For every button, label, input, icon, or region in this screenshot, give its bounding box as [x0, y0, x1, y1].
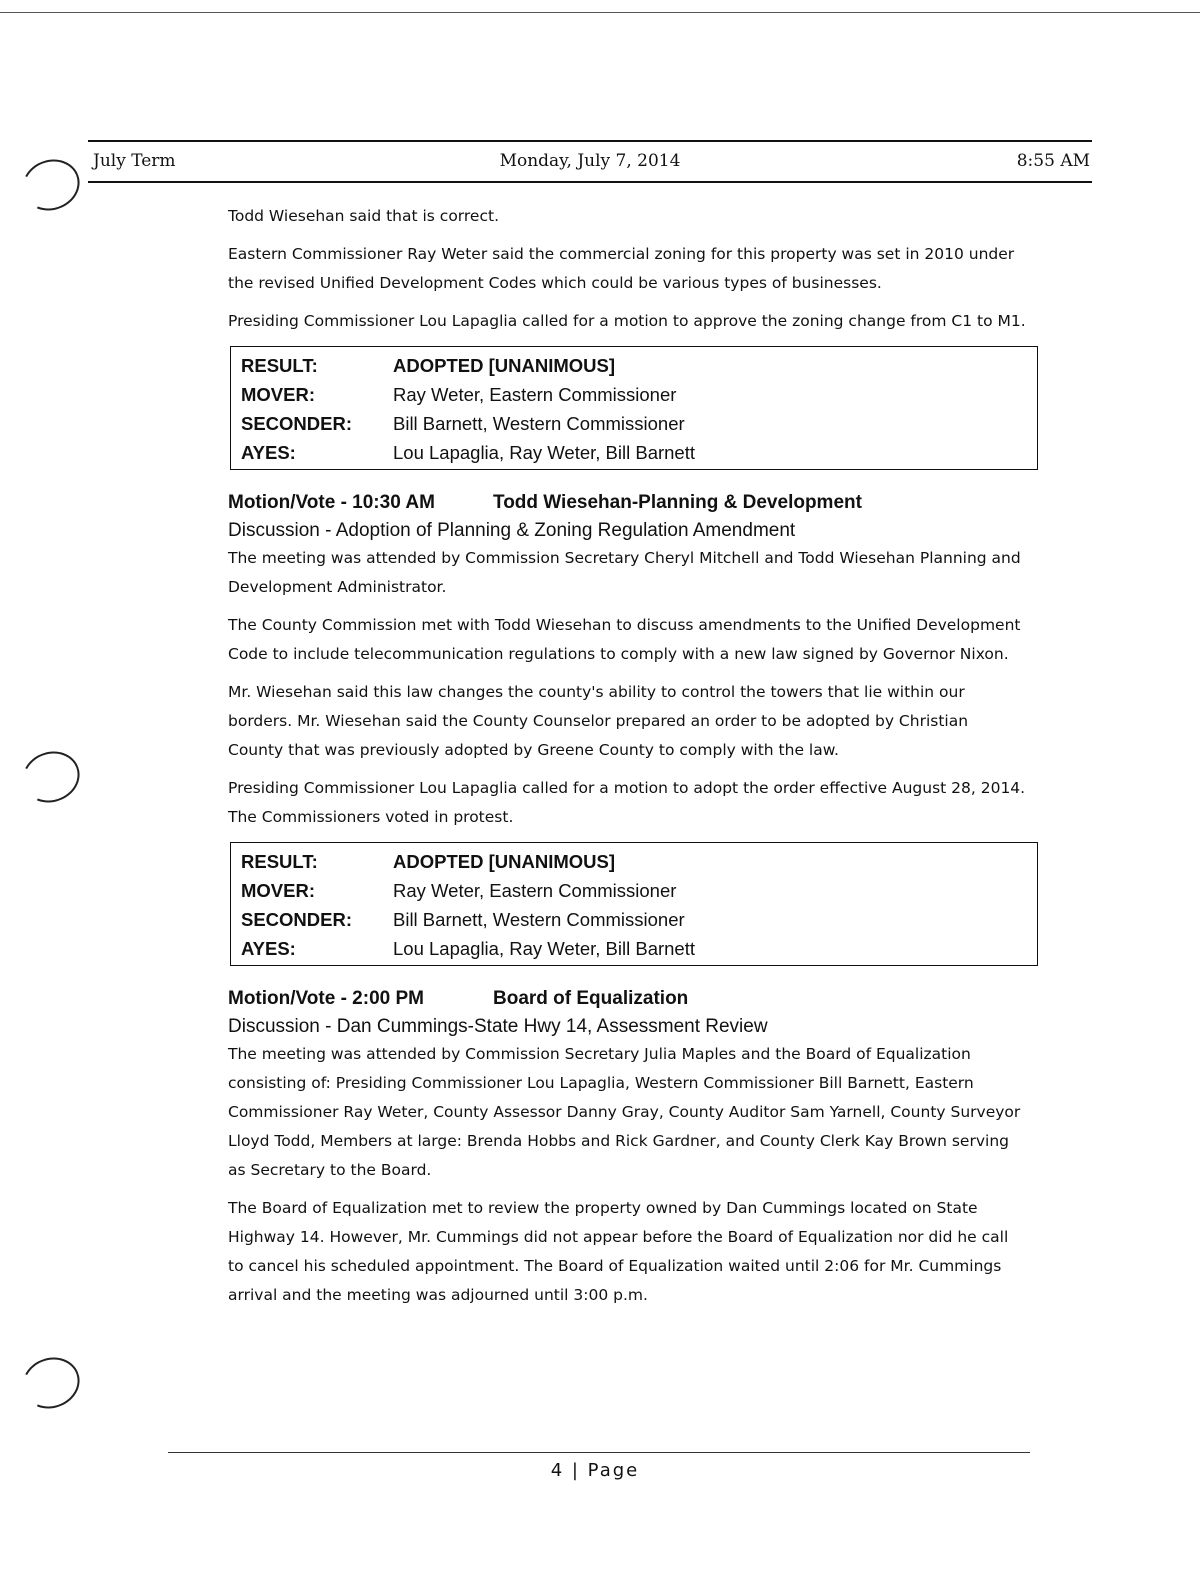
- motion-heading-2: [228, 488, 1028, 518]
- result-label: RESULT:: [241, 851, 318, 872]
- result-row: [241, 351, 1029, 380]
- ayes-row: [241, 934, 1029, 963]
- ayes-value: Lou Lapaglia, Ray Weter, Bill Barnett: [393, 442, 695, 463]
- discussion-line: Discussion - Dan Cummings-State Hwy 14, Assessment Review: [228, 1016, 768, 1037]
- mover-label: MOVER:: [241, 880, 315, 901]
- binder-hole-bottom: [15, 1350, 87, 1417]
- seconder-value: Bill Barnett, Western Commissioner: [393, 413, 685, 434]
- mover-row: [241, 380, 1029, 409]
- result-value: ADOPTED [UNANIMOUS]: [393, 851, 615, 872]
- paragraph: Eastern Commissioner Ray Weter said the commercial zoning for this property was set in 2010 under the revised Unified Development Codes which could be various types of businesses.: [228, 245, 1015, 292]
- motion-title: Todd Wiesehan-Planning & Development: [493, 492, 862, 513]
- seconder-label: SECONDER:: [241, 413, 353, 434]
- page-number: 4 | Page: [550, 1460, 640, 1481]
- result-value: ADOPTED [UNANIMOUS]: [393, 355, 615, 376]
- header-term: July Term: [93, 151, 176, 171]
- discussion-line: Discussion - Adoption of Planning & Zoning Regulation Amendment: [228, 520, 796, 541]
- mover-label: MOVER:: [241, 384, 315, 405]
- footer-rule: [168, 1452, 1030, 1453]
- seconder-row: [241, 905, 1029, 934]
- motion-heading-3: [228, 984, 1028, 1014]
- motion-time: Motion/Vote - 2:00 PM: [228, 988, 424, 1009]
- ayes-value: Lou Lapaglia, Ray Weter, Bill Barnett: [393, 938, 695, 959]
- motion-title: Board of Equalization: [493, 988, 689, 1009]
- result-label: RESULT:: [241, 355, 318, 376]
- seconder-value: Bill Barnett, Western Commissioner: [393, 909, 685, 930]
- ayes-row: [241, 438, 1029, 467]
- paragraph: The Board of Equalization met to review the property owned by Dan Cummings located on State Highway 14. However, Mr. Cummings did not appear before the Board of Equalization nor did he call to cancel his scheduled appointment. The Board of Equalization waited until 2:06 for Mr. Cummings arrival and the meeting was adjourned until 3:00 p.m.: [228, 1199, 1009, 1304]
- page-content: [228, 202, 1028, 1319]
- scan-edge-line: [0, 12, 1200, 13]
- mover-value: Ray Weter, Eastern Commissioner: [393, 384, 677, 405]
- header-rule-top: [88, 140, 1092, 142]
- paragraph: Mr. Wiesehan said this law changes the county's ability to control the towers that lie within our borders. Mr. Wiesehan said the County Counselor prepared an order to be adopted by Christian County that was previously adopted by Greene County to comply with the law.: [228, 683, 969, 759]
- result-row: [241, 847, 1029, 876]
- vote-result-box-2: [230, 842, 1038, 966]
- ayes-label: AYES:: [241, 938, 296, 959]
- paragraph: Presiding Commissioner Lou Lapaglia called for a motion to adopt the order effective August 28, 2014. The Commissioners voted in protest.: [228, 779, 1026, 826]
- ayes-label: AYES:: [241, 442, 296, 463]
- seconder-label: SECONDER:: [241, 909, 353, 930]
- binder-hole-middle: [15, 744, 87, 811]
- mover-row: [241, 876, 1029, 905]
- header-rule-bottom: [88, 181, 1092, 183]
- seconder-row: [241, 409, 1029, 438]
- paragraph: Todd Wiesehan said that is correct.: [228, 207, 499, 225]
- paragraph: The meeting was attended by Commission Secretary Cheryl Mitchell and Todd Wiesehan Planning and Development Administrator.: [228, 549, 1021, 596]
- paragraph: Presiding Commissioner Lou Lapaglia called for a motion to approve the zoning change from C1 to M1.: [228, 312, 1026, 330]
- paragraph: The County Commission met with Todd Wiesehan to discuss amendments to the Unified Development Code to include telecommunication regulations to comply with a new law signed by Governor Nixon.: [228, 616, 1021, 663]
- vote-result-box-1: [230, 346, 1038, 470]
- mover-value: Ray Weter, Eastern Commissioner: [393, 880, 677, 901]
- header-date: Monday, July 7, 2014: [499, 151, 681, 171]
- motion-time: Motion/Vote - 10:30 AM: [228, 492, 435, 513]
- paragraph: The meeting was attended by Commission Secretary Julia Maples and the Board of Equalization consisting of: Presiding Commissioner Lou Lapaglia, Western Commissioner Bill Barnett, Eastern Commissioner Ray Weter, County Assessor Danny Gray, County Auditor Sam Yarnell, County Surveyor Lloyd Todd, Members at large: Brenda Hobbs and Rick Gardner, and County Clerk Kay Brown serving as Secretary to the Board.: [228, 1045, 1021, 1179]
- header-time: 8:55 AM: [1016, 151, 1090, 171]
